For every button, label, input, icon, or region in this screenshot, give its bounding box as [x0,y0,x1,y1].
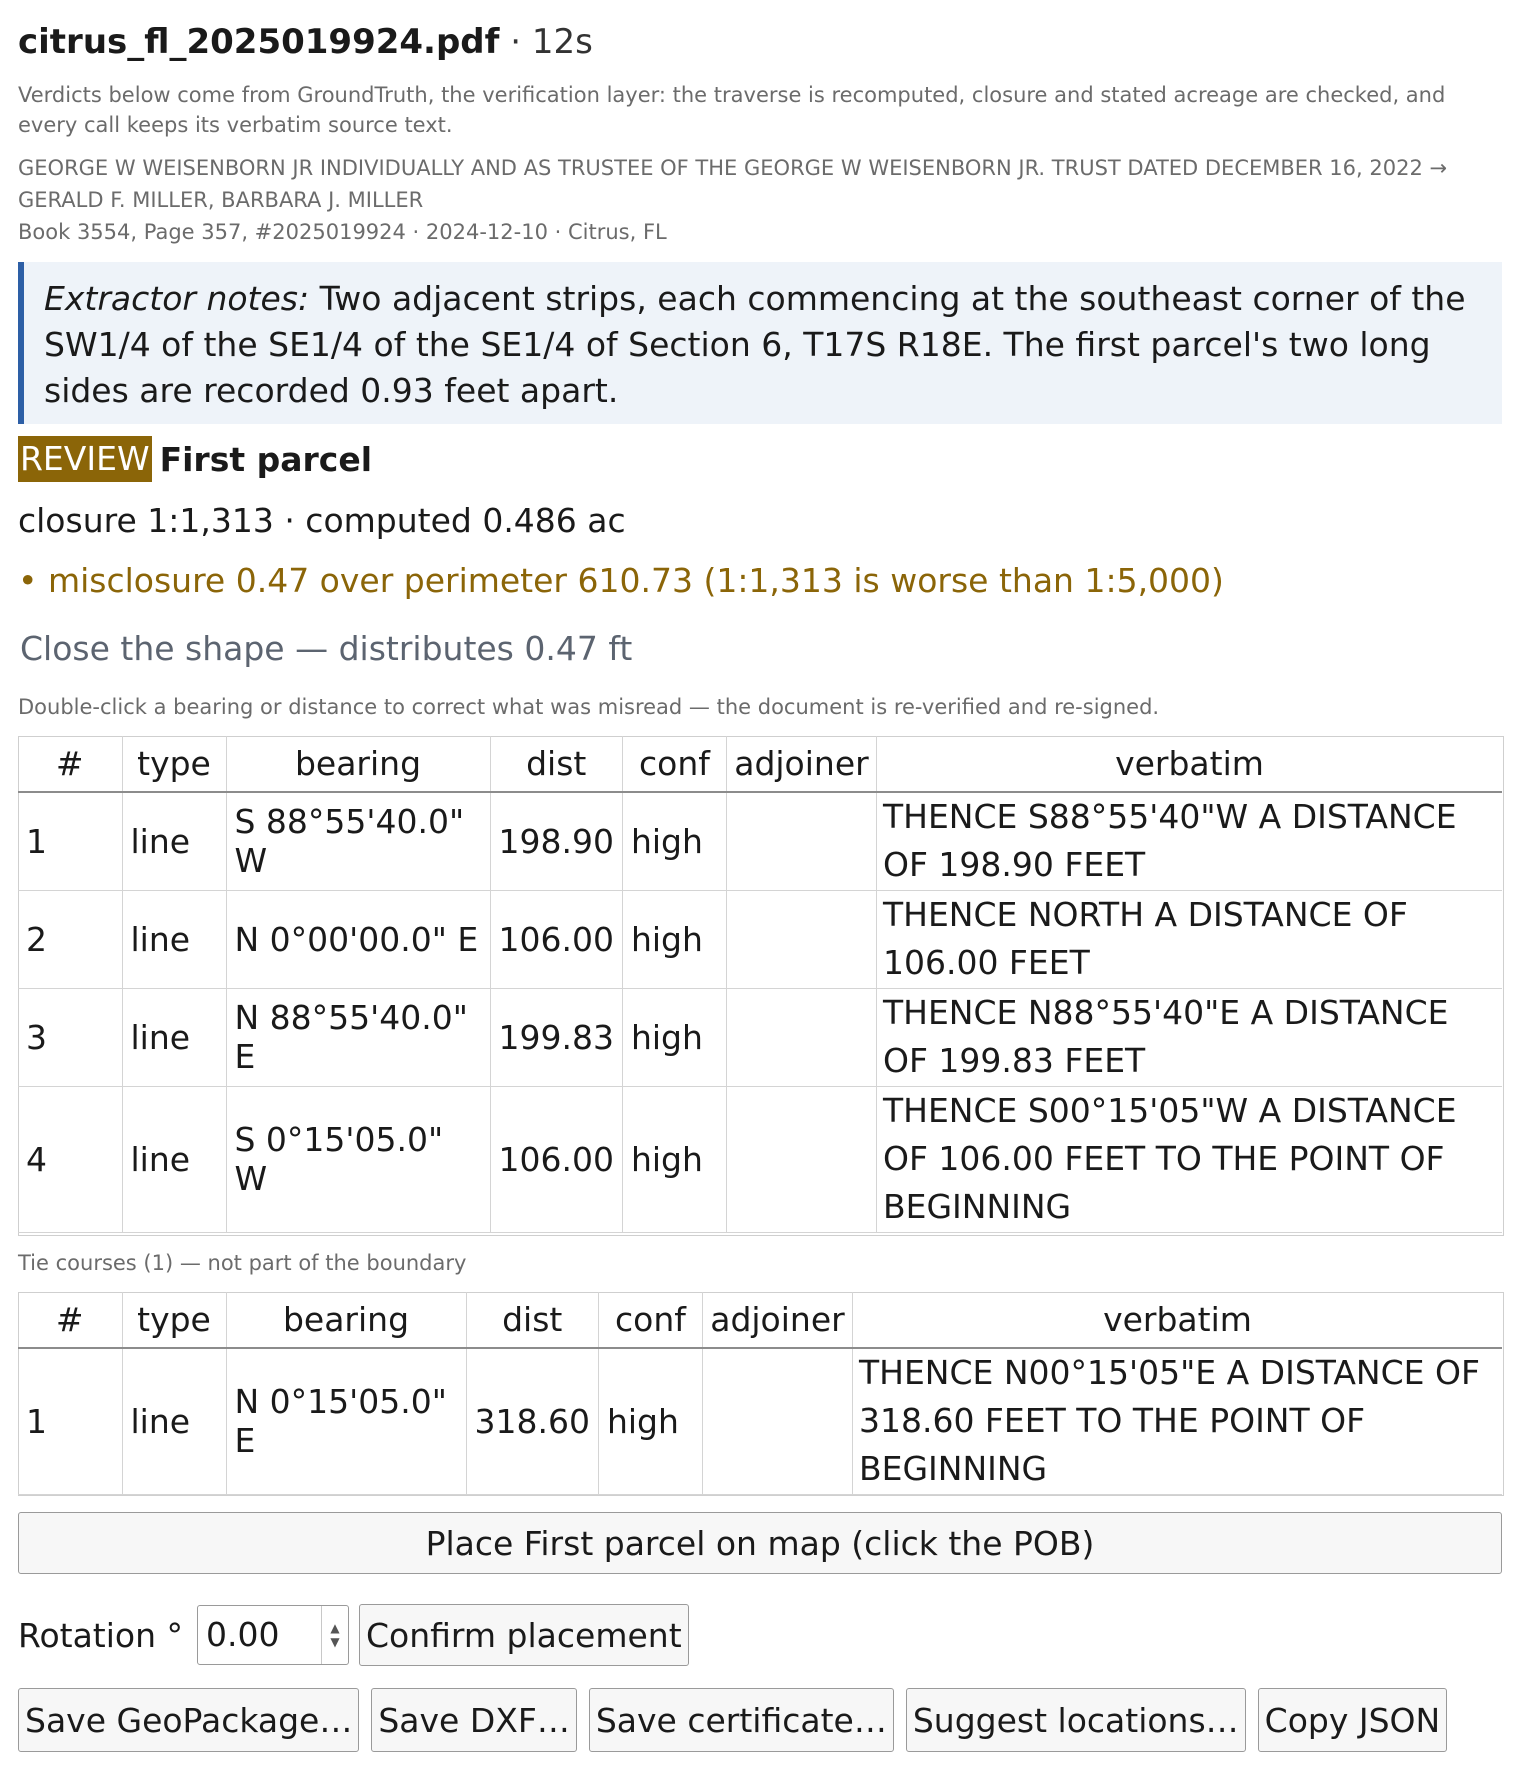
course-confidence: high [622,1086,726,1232]
tie-courses-label: Tie courses (1) — not part of the boundary [18,1251,467,1275]
col-header-number: # [18,736,122,792]
parties-line: GEORGE W WEISENBORN JR INDIVIDUALLY AND AS TRUSTEE OF THE GEORGE W WEISENBORN JR. TRUST DATED DECEMBER 16, 2022 → GERALD F. MILLER, BARBARA J. MILLER [18,156,1448,212]
col-header-type: type [122,1292,226,1348]
col-header-dist: dist [490,736,622,792]
course-distance[interactable]: 198.90 [490,792,622,890]
edit-hint: Double-click a bearing or distance to correct what was misread — the document is re-verified and re-signed. [18,695,1160,719]
course-adjoiner [726,988,876,1086]
table-row [18,792,1502,890]
verdict-note: Verdicts below come from GroundTruth, the verification layer: the traverse is recomputed, closure and stated acreage are checked, and every call keeps its verbatim source text. [18,83,1446,137]
place-on-map-button[interactable]: Place First parcel on map (click the POB) [18,1512,1502,1574]
rotation-value[interactable]: 0.00 [206,1615,280,1654]
course-bearing[interactable]: N 0°00'00.0" E [226,890,490,988]
col-header-bearing: bearing [226,736,490,792]
course-bearing[interactable]: S 0°15'05.0" W [226,1086,490,1232]
course-type: line [122,1086,226,1232]
course-verbatim: THENCE S88°55'40"W A DISTANCE OF 198.90 FEET [876,792,1502,890]
col-header-adjoiner: adjoiner [702,1292,852,1348]
col-header-verbatim: verbatim [876,736,1502,792]
confirm-placement-button[interactable]: Confirm placement [359,1604,689,1666]
document-filename: citrus_fl_2025019924.pdf [18,22,500,62]
extractor-notes-label: Extractor notes: [44,279,310,318]
tie-type: line [122,1348,226,1494]
course-confidence: high [622,890,726,988]
tie-bearing[interactable]: N 0°15'05.0" E [226,1348,466,1494]
course-number: 4 [18,1086,122,1232]
misclosure-warning: • misclosure 0.47 over perimeter 610.73 (1:1,313 is worse than 1:5,000) [18,561,1224,600]
course-confidence: high [622,988,726,1086]
course-number: 3 [18,988,122,1086]
course-number: 1 [18,792,122,890]
col-header-number: # [18,1292,122,1348]
extractor-notes-text: Two adjacent strips, each commencing at the southeast corner of the SW1/4 of the SE1/4 of the SE1/4 of Section 6, T17S R18E. The first parcel's two long sides are recorded 0.93 feet apart. [44,279,1466,410]
recording-info: Book 3554, Page 357, #2025019924 · 2024-12-10 · Citrus, FL [18,220,667,244]
tie-adjoiner [702,1348,852,1494]
table-row [18,1086,1502,1232]
course-type: line [122,988,226,1086]
col-header-conf: conf [598,1292,702,1348]
course-type: line [122,890,226,988]
course-type: line [122,792,226,890]
document-title [18,20,593,64]
course-distance[interactable]: 106.00 [490,890,622,988]
course-adjoiner [726,890,876,988]
tie-verbatim: THENCE N00°15'05"E A DISTANCE OF 318.60 FEET TO THE POINT OF BEGINNING [852,1348,1502,1494]
rotation-stepper[interactable] [197,1605,349,1665]
table-row [18,1348,1502,1494]
table-header-row [18,736,1502,792]
stepper-arrows-icon[interactable]: ▲ ▼ [321,1606,348,1664]
course-number: 2 [18,890,122,988]
status-badge: REVIEW [18,436,152,482]
course-bearing[interactable]: S 88°55'40.0" W [226,792,490,890]
courses-table [18,736,1502,1233]
course-verbatim: THENCE S00°15'05"W A DISTANCE OF 106.00 FEET TO THE POINT OF BEGINNING [876,1086,1502,1232]
course-distance[interactable]: 106.00 [490,1086,622,1232]
save-certificate-button[interactable]: Save certificate… [589,1688,894,1752]
table-row [18,890,1502,988]
tie-distance[interactable]: 318.60 [466,1348,598,1494]
close-shape-button[interactable]: Close the shape — distributes 0.47 ft [20,629,633,668]
copy-json-button[interactable]: Copy JSON [1258,1688,1448,1752]
tie-number: 1 [18,1348,122,1494]
col-header-verbatim: verbatim [852,1292,1502,1348]
table-row [18,988,1502,1086]
tie-courses-table [18,1292,1502,1495]
parcel-name: First parcel [159,439,373,479]
processing-duration: · 12s [510,22,593,62]
course-confidence: high [622,792,726,890]
tie-confidence: high [598,1348,702,1494]
rotation-row [18,1604,689,1666]
extractor-notes [18,262,1502,424]
col-header-bearing: bearing [226,1292,466,1348]
col-header-type: type [122,736,226,792]
col-header-dist: dist [466,1292,598,1348]
table-header-row [18,1292,1502,1348]
export-actions [18,1688,1459,1752]
save-geopackage-button[interactable]: Save GeoPackage… [18,1688,359,1752]
suggest-locations-button[interactable]: Suggest locations… [906,1688,1246,1752]
course-adjoiner [726,792,876,890]
col-header-adjoiner: adjoiner [726,736,876,792]
course-verbatim: THENCE NORTH A DISTANCE OF 106.00 FEET [876,890,1502,988]
closure-summary: closure 1:1,313 · computed 0.486 ac [18,501,626,540]
course-adjoiner [726,1086,876,1232]
save-dxf-button[interactable]: Save DXF… [371,1688,577,1752]
course-distance[interactable]: 199.83 [490,988,622,1086]
course-verbatim: THENCE N88°55'40"E A DISTANCE OF 199.83 FEET [876,988,1502,1086]
col-header-conf: conf [622,736,726,792]
course-bearing[interactable]: N 88°55'40.0" E [226,988,490,1086]
rotation-label: Rotation ° [18,1615,183,1655]
parcel-header [18,436,372,482]
